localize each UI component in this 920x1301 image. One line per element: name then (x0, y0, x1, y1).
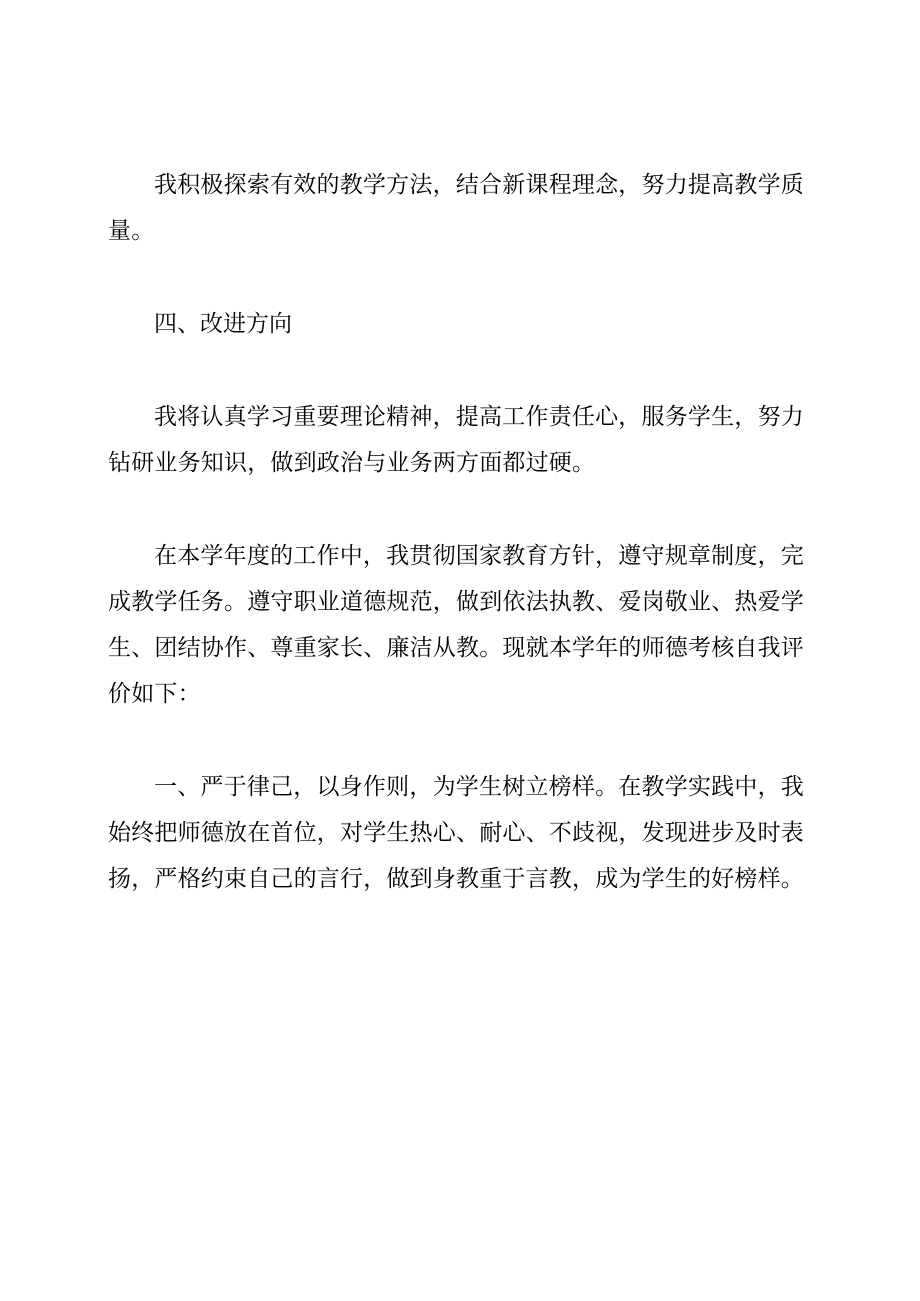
paragraph-teaching-methods: 我积极探索有效的教学方法，结合新课程理念，努力提高教学质量。 (108, 172, 804, 244)
document-body (108, 162, 804, 902)
paragraph-improvement-plan: 我将认真学习重要理论精神，提高工作责任心，服务学生，努力钻研业务知识，做到政治与业务两方面都过硬。 (108, 404, 804, 476)
paragraph-self-discipline: 一、严于律己，以身作则，为学生树立榜样。在教学实践中，我始终把师德放在首位，对学生热心、耐心、不歧视，发现进步及时表扬，严格约束自己的言行，做到身教重于言教，成为学生的好榜样。 (108, 774, 804, 892)
section-heading-improvement: 四、改进方向 (154, 311, 292, 337)
paragraph-annual-summary: 在本学年度的工作中，我贯彻国家教育方针，遵守规章制度，完成教学任务。遵守职业道德规范，做到依法执教、爱岗敬业、热爱学生、团结协作、尊重家长、廉洁从教。现就本学年的师德考核自我评价如下： (108, 543, 804, 707)
